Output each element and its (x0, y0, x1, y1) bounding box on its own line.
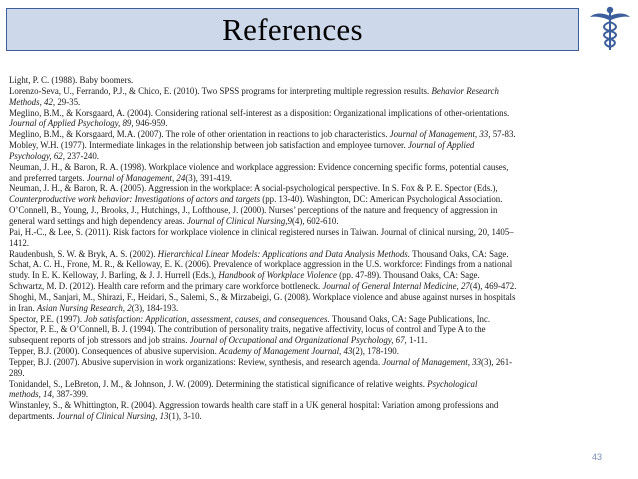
reference-line (9, 259, 621, 270)
reference-text: (3), 184-193. (131, 302, 179, 313)
reference-text: Tepper, B.J. (2007). Abusive supervision in work organizations: Review, synthesis, and research agenda. (9, 356, 383, 367)
reference-italic-text: Counterproductive work behavior: Investigations of actors and targets (9, 194, 263, 205)
slide-title: References (222, 11, 363, 47)
reference-line (9, 281, 621, 292)
reference-italic-text: Journal of Management, 24 (86, 172, 186, 183)
reference-text: (pp. 13-40). Washington, DC: American Psychological Association. (262, 194, 503, 205)
reference-text: O’Connell, B., Young, J., Brooks, J., Hutchings, J., Lofthouse, J. (2000). Nurses’ perceptions of the nature and frequency of aggression in (9, 205, 498, 216)
reference-text: Raudenbush, S. W. & Bryk, A. S. (2002). (9, 248, 158, 259)
reference-text: 29-35. (57, 96, 81, 107)
reference-italic-text: Psychological (427, 378, 478, 389)
reference-line (9, 379, 621, 390)
reference-line (9, 140, 621, 151)
reference-line (9, 314, 621, 325)
reference-line (9, 368, 621, 379)
reference-italic-text: Psychology, 62, (9, 150, 68, 161)
reference-line (9, 129, 621, 140)
reference-line (9, 86, 621, 97)
reference-text: 1412. (9, 237, 29, 248)
reference-italic-text: Handbook of Workplace Violence (218, 270, 340, 281)
reference-text: and preferred targets. (9, 172, 87, 183)
reference-line (9, 346, 621, 357)
reference-line (9, 151, 621, 162)
reference-italic-text: Journal of Clinical Nursing, 13 (56, 411, 169, 422)
reference-text: Meglino, B.M., & Korsgaard, M.A. (2007). The role of other orientation in reactions to job characteristics. (9, 129, 390, 140)
reference-italic-text: Academy of Management Journal, 43 (219, 346, 353, 357)
reference-italic-text: Job satisfaction: Application, assessment, causes, and consequences. (84, 313, 332, 324)
reference-text: Light, P. C. (1988). Baby boomers. (9, 75, 134, 85)
reference-line (9, 292, 621, 303)
reference-text: (4), 469-472. (469, 281, 517, 292)
reference-italic-text: Journal of General Internal Medicine, 27 (322, 281, 470, 292)
reference-text: departments. (9, 411, 57, 422)
reference-text: (1), 3-10. (168, 411, 202, 422)
reference-line (9, 162, 621, 173)
reference-text: Thousand Oaks, CA: Sage Publications, Inc. (331, 313, 491, 324)
reference-text: (2), 178-190. (352, 346, 399, 357)
reference-italic-text: Journal of Management, 33 (382, 356, 482, 367)
reference-text: in Iran. (9, 302, 37, 313)
reference-text: (3), 391-419. (185, 172, 232, 183)
reference-italic-text: Journal of Clinical Nursing,9 (186, 215, 292, 226)
reference-text: (4), 602-610. (291, 215, 339, 226)
reference-italic-text: Journal of Applied (407, 140, 475, 151)
reference-text: Meglino, B.M., & Korsgaard, A. (2004). Considering rational self-interest as a disposition: Organizational implications of other-orientations. (9, 107, 510, 118)
reference-italic-text: methods, 14, (9, 389, 57, 400)
reference-text: Neuman, J. H., & Baron, R. A. (2005). Aggression in the workplace: A social-psychological perspective. In S. Fox & P. E. Spector (Eds.), (9, 183, 498, 194)
reference-text: 946-959. (135, 118, 168, 129)
reference-line (9, 238, 621, 249)
page-number: 43 (592, 452, 603, 462)
reference-line (9, 389, 621, 400)
reference-italic-text: Asian Nursing Research, 2 (36, 302, 132, 313)
reference-line (9, 324, 621, 335)
reference-text: 289. (9, 367, 25, 378)
reference-list (9, 75, 621, 422)
reference-text: Thousand Oaks, CA: Sage. (412, 248, 509, 259)
reference-italic-text: Journal of Occupational and Organizational Psychology, 67, (189, 335, 409, 346)
reference-text: study. In E. K. Kelloway, J. Barling, & J. J. Hurrell (Eds.), (9, 270, 219, 281)
reference-text: 237-240. (67, 150, 99, 161)
reference-text: Schat, A. C. H., Frone, M. R., & Kelloway, E. K. (2006). Prevalence of workplace aggression in the U.S. workforce: Findings from a national (9, 259, 513, 270)
reference-line (9, 216, 621, 227)
reference-text: Mobley, W.H. (1977). Intermediate linkages in the relationship between job satisfaction and employee turnover. (9, 140, 408, 151)
title-bar (6, 8, 579, 51)
reference-text: Winstanley, S., & Whittington, R. (2004). Aggression towards health care staff in a UK general hospital: Variation among professions and (9, 400, 499, 411)
reference-line (9, 400, 621, 411)
reference-line (9, 270, 621, 281)
reference-text: Neuman, J. H., & Baron, R. A. (1998). Workplace violence and workplace aggression: Evidence concerning specific forms, potential causes, (9, 161, 509, 172)
reference-line (9, 357, 621, 368)
reference-line (9, 97, 621, 108)
reference-line (9, 118, 621, 129)
reference-line (9, 227, 621, 238)
reference-line (9, 183, 621, 194)
reference-text: Tepper, B.J. (2000). Consequences of abusive supervision. (9, 346, 220, 357)
reference-line (9, 303, 621, 314)
reference-text: (pp. 47-89). Thousand Oaks, CA: Sage. (339, 270, 480, 281)
reference-line (9, 173, 621, 184)
reference-text: (3), 261- (481, 356, 513, 367)
reference-text: 1-11. (409, 335, 428, 346)
reference-text: Pai, H.-C., & Lee, S. (2011). Risk factors for workplace violence in clinical registered nurses in Taiwan. Journal of clinical nursing, 20, 1405– (9, 226, 514, 237)
reference-line (9, 205, 621, 216)
reference-line (9, 411, 621, 422)
reference-text: Spector, P. E., & O’Connell, B. J. (1994). The contribution of personality traits, negative affectivity, locus of control and Type A to the (9, 324, 486, 335)
caduceus-icon (588, 4, 632, 54)
reference-text: Schwartz, M. D. (2012). Health care reform and the primary care workforce bottleneck. (9, 281, 323, 292)
reference-italic-text: Behavior Research (431, 85, 499, 96)
reference-italic-text: Journal of Applied Psychology, 89, (9, 118, 136, 129)
reference-text: general ward settings and high dependency areas. (9, 215, 187, 226)
reference-italic-text: Journal of Management, 33, (389, 129, 493, 140)
reference-line (9, 75, 621, 86)
reference-line (9, 108, 621, 119)
reference-italic-text: Hierarchical Linear Models: Applications and Data Analysis Methods. (157, 248, 413, 259)
reference-line (9, 249, 621, 260)
reference-text: Spector, P.E. (1997). (9, 313, 85, 324)
reference-text: 387-399. (56, 389, 89, 400)
reference-text: Shoghi, M., Sanjari, M., Shirazi, F., Heidari, S., Salemi, S., & Mirzabeigi, G. (2008). Workplace violence and abuse against nurses in hospitals (9, 291, 516, 302)
reference-line (9, 194, 621, 205)
reference-text: subsequent reports of job stressors and job strains. (9, 335, 190, 346)
reference-line (9, 335, 621, 346)
reference-text: Lorenzo-Seva, U., Ferrando, P.J., & Chico, E. (2010). Two SPSS programs for interpreting multiple regression results. (9, 85, 432, 96)
reference-italic-text: Methods, 42, (9, 96, 58, 107)
reference-text: Tonidandel, S., LeBreton, J. M., & Johnson, J. W. (2009). Determining the statistical significance of relative weights. (9, 378, 428, 389)
reference-text: 57-83. (492, 129, 516, 140)
